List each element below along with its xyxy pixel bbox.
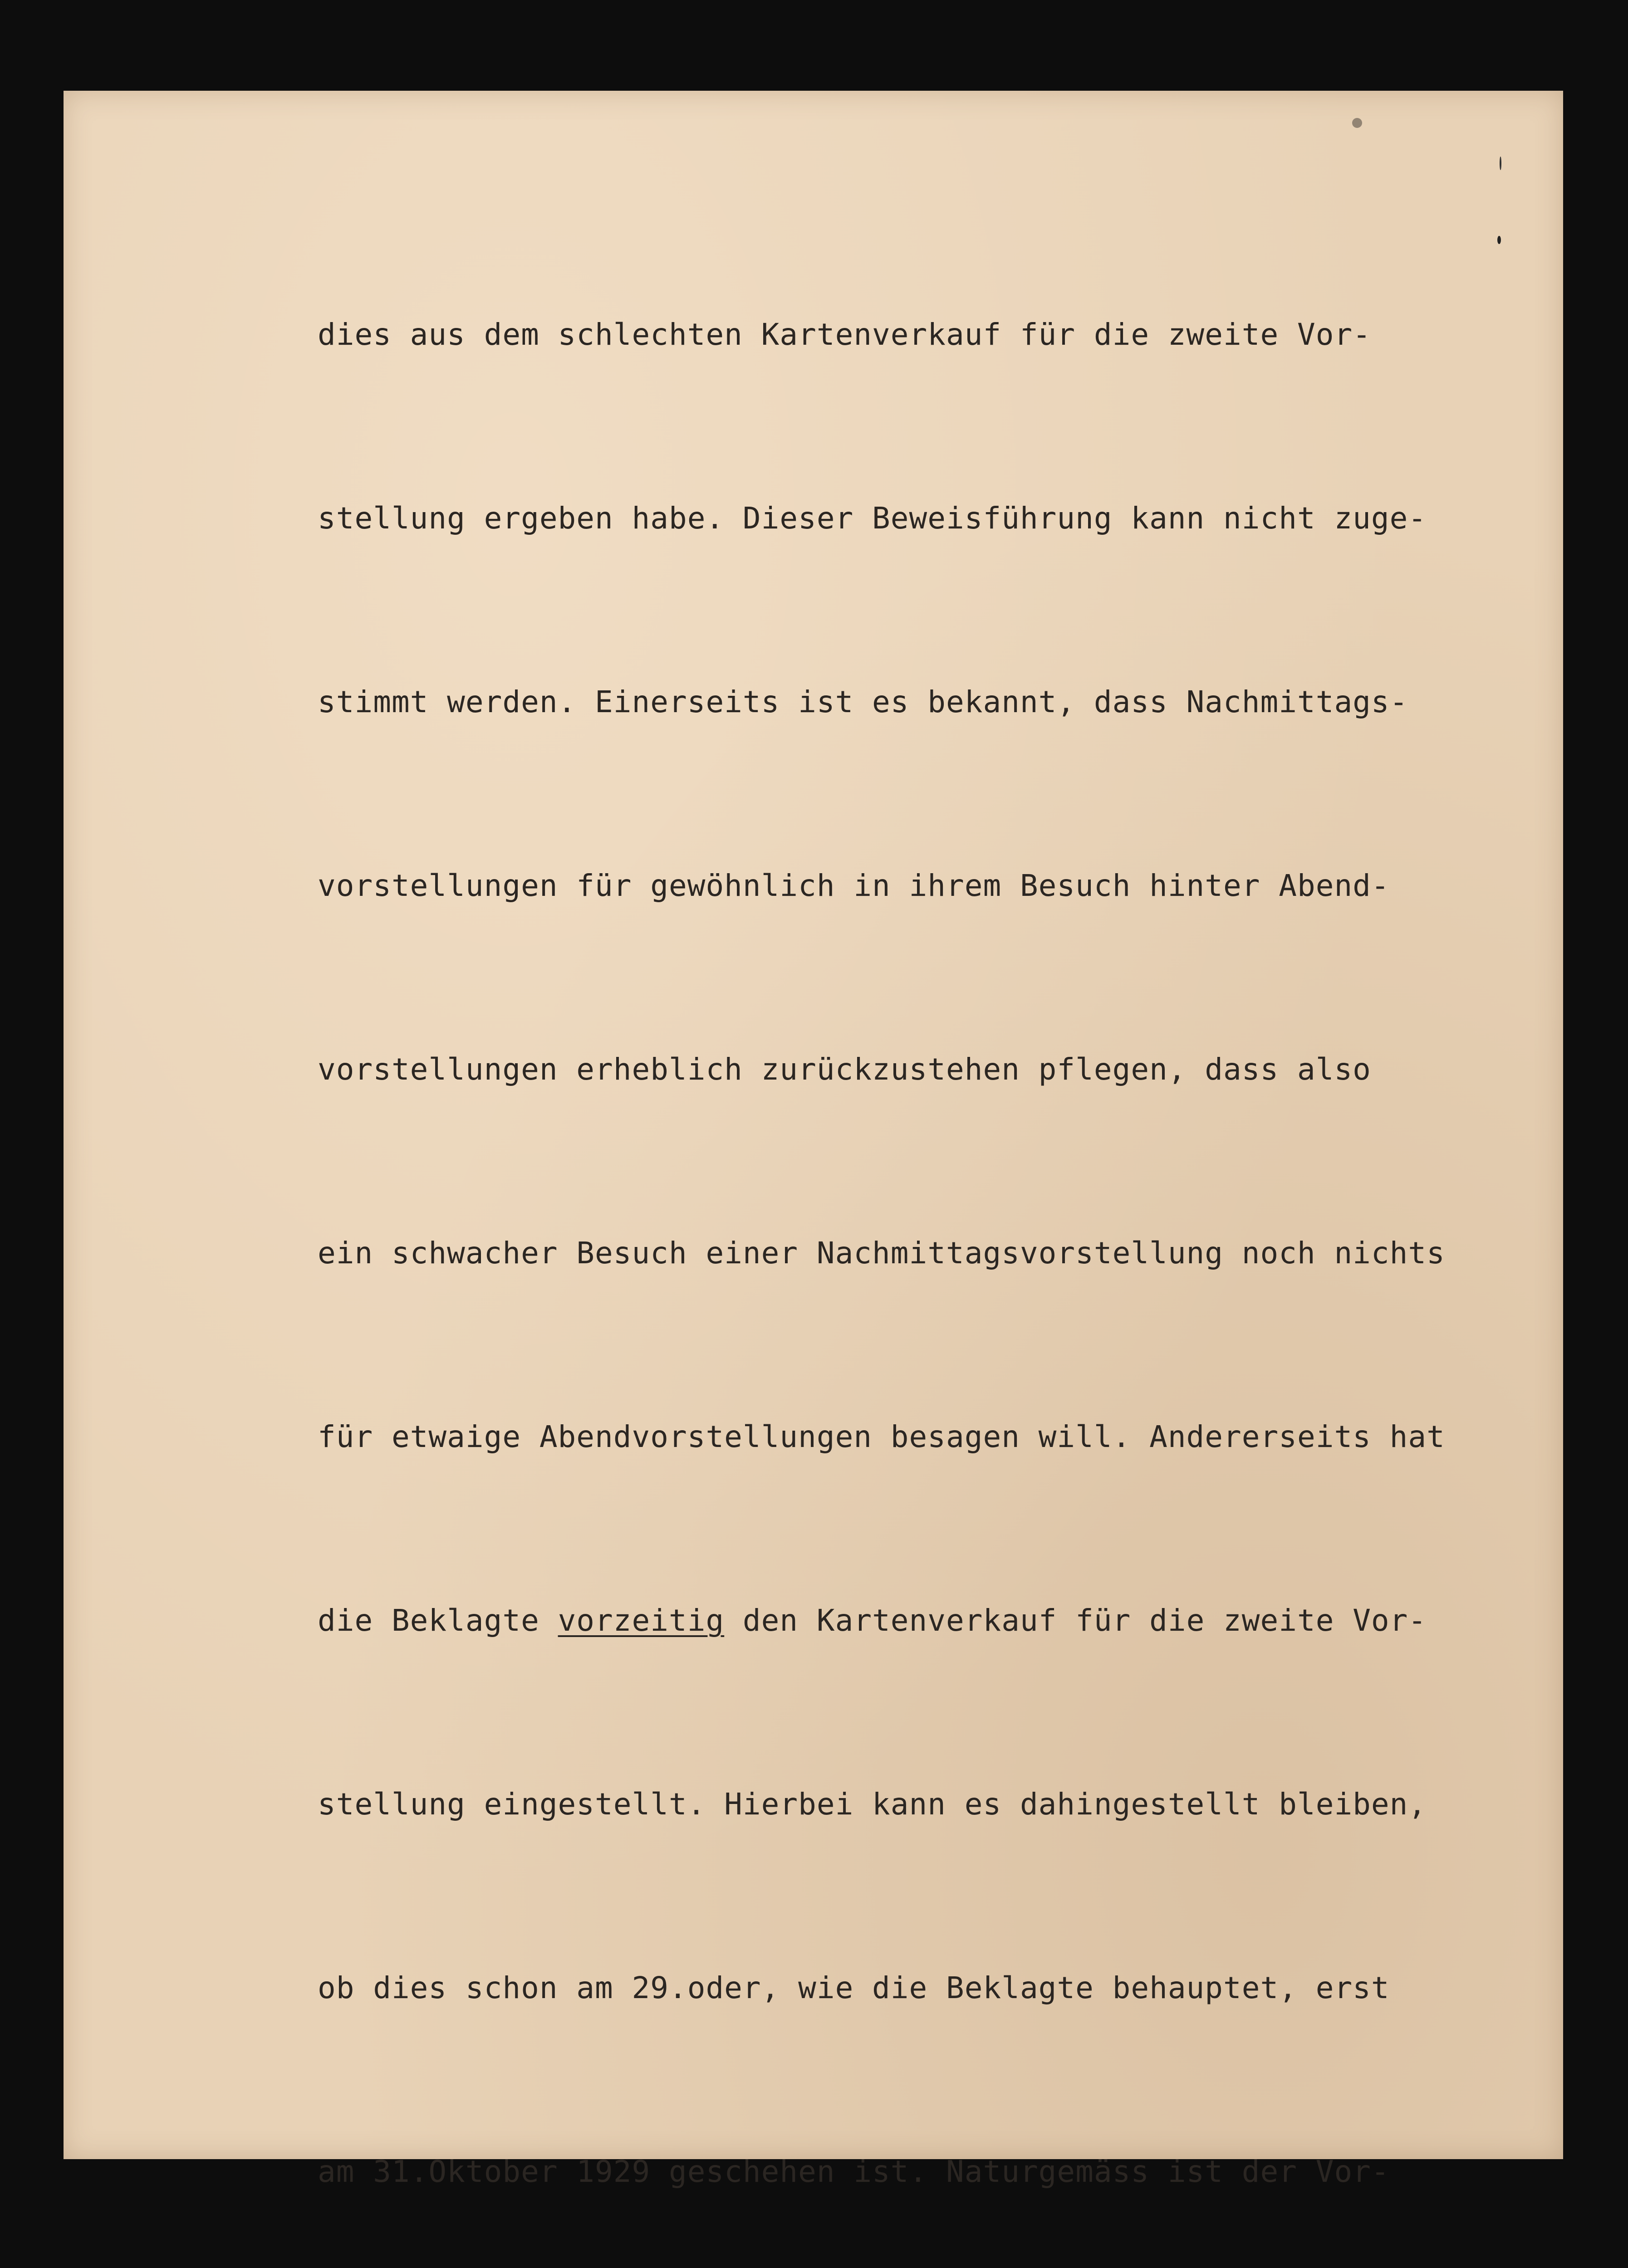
- text-line: [318, 1590, 1520, 1651]
- text-line: dies aus dem schlechten Kartenverkauf für die zweite Vor-: [318, 317, 1371, 352]
- text-line: für etwaige Abendvorstellungen besagen will. Andererseits hat: [318, 1419, 1445, 1454]
- text-line: stimmt werden. Einerseits ist es bekannt, dass Nachmittags-: [318, 684, 1408, 719]
- ink-mark: [1500, 156, 1501, 170]
- text-line: ob dies schon am 29.oder, wie die Beklagte behauptet, erst: [318, 1970, 1390, 2005]
- underlined-word: vorzeitig: [558, 1603, 725, 1638]
- text-line: vorstellungen für gewöhnlich in ihrem Besuch hinter Abend-: [318, 868, 1390, 903]
- ink-speck: [1352, 118, 1362, 128]
- typewritten-text: [318, 181, 1520, 2268]
- text-line: vorstellungen erheblich zurückzustehen pflegen, dass also: [318, 1052, 1371, 1087]
- text-line: stellung eingestellt. Hierbei kann es dahingestellt bleiben,: [318, 1787, 1427, 1822]
- text-line: ein schwacher Besuch einer Nachmittagsvorstellung noch nichts: [318, 1236, 1445, 1271]
- text-line: stellung ergeben habe. Dieser Beweisführung kann nicht zuge-: [318, 501, 1427, 536]
- text-segment: die Beklagte: [318, 1603, 558, 1638]
- text-line: am 31.Oktober 1929 geschehen ist. Naturgemäss ist der Vor-: [318, 2154, 1390, 2189]
- text-segment: den Kartenverkauf für die zweite Vor-: [724, 1603, 1427, 1638]
